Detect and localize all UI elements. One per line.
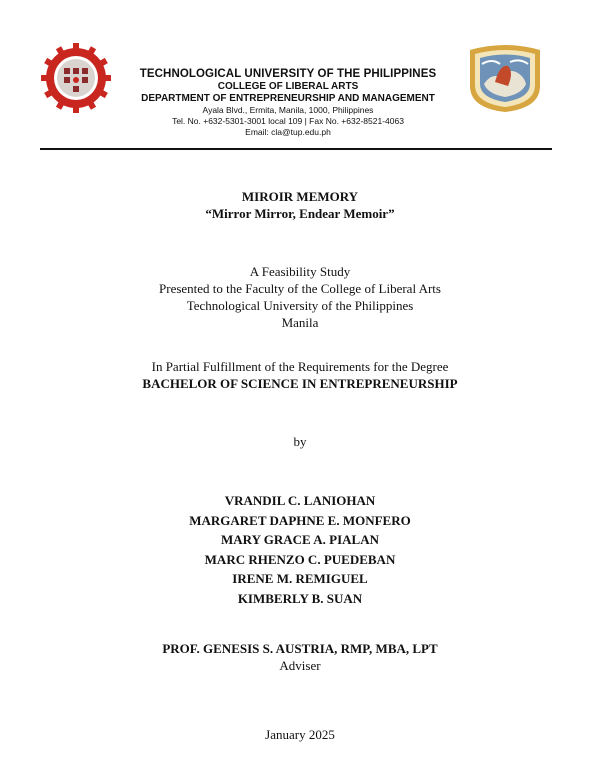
author-name: MARGARET DAPHNE E. MONFERO bbox=[189, 512, 411, 528]
submission-date: January 2025 bbox=[265, 727, 335, 742]
header-divider bbox=[40, 148, 552, 150]
email-line: Email: cla@tup.edu.ph bbox=[245, 127, 331, 137]
university-name: TECHNOLOGICAL UNIVERSITY OF THE PHILIPPINES bbox=[139, 68, 437, 80]
presented-to: Presented to the Faculty of the College of Liberal Arts bbox=[159, 281, 441, 296]
author-name: KIMBERLY B. SUAN bbox=[237, 590, 363, 606]
study-title: MIROIR MEMORY bbox=[241, 189, 359, 204]
author-name: MARC RHENZO C. PUEDEBAN bbox=[204, 551, 396, 567]
study-subtitle: “Mirror Mirror, Endear Memoir” bbox=[205, 206, 395, 221]
college-name: COLLEGE OF LIBERAL ARTS bbox=[217, 81, 359, 92]
university-line: Technological University of the Philippines bbox=[186, 298, 414, 313]
study-type: A Feasibility Study bbox=[249, 264, 351, 279]
adviser-role: Adviser bbox=[279, 658, 321, 673]
department-name: DEPARTMENT OF ENTREPRENEURSHIP AND MANAGEMENT bbox=[141, 93, 435, 104]
fulfillment-block bbox=[0, 358, 600, 392]
by-label: by bbox=[293, 434, 307, 449]
city-line: Manila bbox=[281, 315, 319, 330]
cla-seal-icon bbox=[462, 42, 548, 114]
author-name: MARY GRACE A. PIALAN bbox=[221, 532, 379, 548]
fulfillment-line: In Partial Fulfillment of the Requirements for the Degree bbox=[151, 359, 449, 374]
letterhead bbox=[120, 68, 456, 138]
presentation-block bbox=[0, 263, 600, 331]
address-line: Ayala Blvd., Ermita, Manila, 1000, Philippines bbox=[202, 105, 374, 115]
tup-seal-icon bbox=[40, 42, 112, 114]
contact-line: Tel. No. +632-5301-3001 local 109 | Fax No. +632-8521-4063 bbox=[172, 116, 404, 126]
adviser-block bbox=[0, 640, 600, 674]
adviser-name: PROF. GENESIS S. AUSTRIA, RMP, MBA, LPT bbox=[162, 641, 438, 656]
author-name: IRENE M. REMIGUEL bbox=[232, 571, 368, 587]
degree-name: BACHELOR OF SCIENCE IN ENTREPRENEURSHIP bbox=[142, 376, 458, 391]
author-name: VRANDIL C. LANIOHAN bbox=[224, 493, 376, 508]
author-list bbox=[0, 491, 600, 609]
